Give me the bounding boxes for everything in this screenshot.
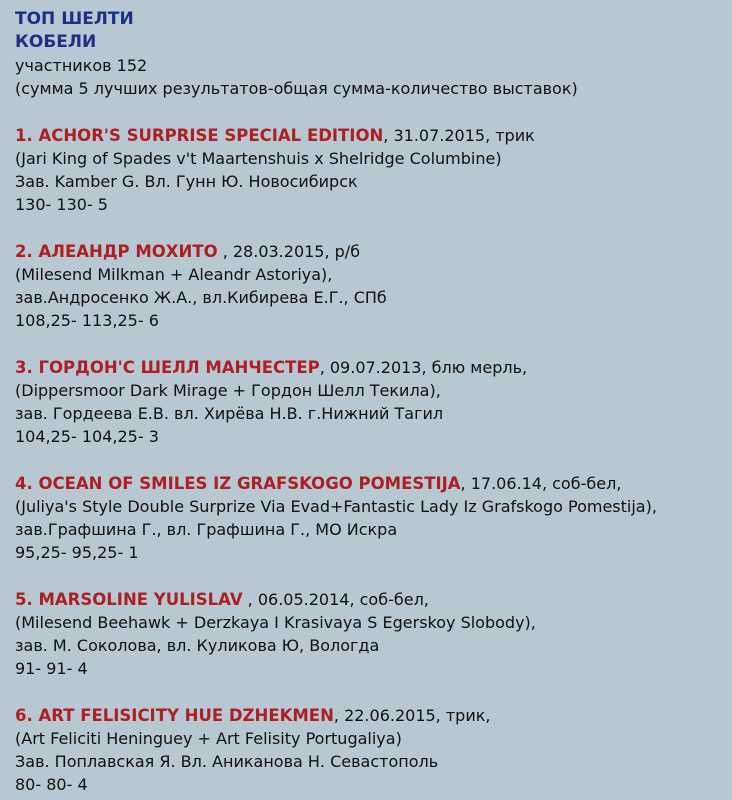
participants-count: участников 152 xyxy=(15,56,148,75)
entry-heading xyxy=(15,588,718,611)
entry-heading xyxy=(15,704,718,727)
pedigree: (Juliya's Style Double Surprize Via Evad+Fantastic Lady Iz Grafskogo Pomestija), xyxy=(15,497,657,516)
pedigree: (Milesend Milkman + Aleandr Astoriya), xyxy=(15,265,333,284)
score-line: 91- 91- 4 xyxy=(15,659,88,678)
dog-name: 2. АЛЕАНДР МОХИТО xyxy=(15,242,218,261)
pedigree: (Dippersmoor Dark Mirage + Гордон Шелл Текила), xyxy=(15,381,441,400)
pedigree: (Art Feliciti Heninguey + Art Felisity Portugaliya) xyxy=(15,729,402,748)
dog-name: 1. ACHOR'S SURPRISE SPECIAL EDITION xyxy=(15,126,384,145)
breeder-owner: зав.Графшина Г., вл. Графшина Г., МО Искра xyxy=(15,520,398,539)
score-line: 80- 80- 4 xyxy=(15,775,88,794)
breeder-owner: зав. Гордеева Е.В. вл. Хирёва Н.В. г.Нижний Тагил xyxy=(15,404,444,423)
score-line: 104,25- 104,25- 3 xyxy=(15,427,159,446)
ranking-entry xyxy=(15,240,718,332)
dog-details: , 28.03.2015, р/б xyxy=(217,242,361,261)
entry-heading xyxy=(15,240,718,263)
dog-name: 6. ART FELISICITY HUE DZHEKMEN xyxy=(15,706,334,725)
breeder-owner: Зав. Поплавская Я. Вл. Аниканова Н. Севастополь xyxy=(15,752,439,771)
dog-details: , 09.07.2013, блю мерль, xyxy=(319,358,528,377)
entry-heading xyxy=(15,124,718,147)
dog-name: 4. OCEAN OF SMILES IZ GRAFSKOGO POMESTIJA xyxy=(15,474,461,493)
scoring-note: (сумма 5 лучших результатов-общая сумма-количество выставок) xyxy=(15,79,578,98)
score-line: 95,25- 95,25- 1 xyxy=(15,543,139,562)
dog-name: 5. MARSOLINE YULISLAV xyxy=(15,590,243,609)
ranking-entry xyxy=(15,124,718,216)
ranking-entry xyxy=(15,472,718,564)
dog-details: , 17.06.14, соб-бел, xyxy=(460,474,622,493)
breeder-owner: зав.Андросенко Ж.А., вл.Кибирева Е.Г., СПб xyxy=(15,288,387,307)
breeder-owner: Зав. Kamber G. Вл. Гунн Ю. Новосибирск xyxy=(15,172,358,191)
score-line: 130- 130- 5 xyxy=(15,195,108,214)
page-subtitle: КОБЕЛИ xyxy=(15,32,97,52)
dog-details: , 22.06.2015, трик, xyxy=(333,706,491,725)
dog-name: 3. ГОРДОН'С ШЕЛЛ МАНЧЕСТЕР xyxy=(15,358,320,377)
ranking-entry xyxy=(15,704,718,796)
ranking-entry xyxy=(15,356,718,448)
score-line: 108,25- 113,25- 6 xyxy=(15,311,159,330)
entry-heading xyxy=(15,472,718,495)
entry-heading xyxy=(15,356,718,379)
dog-details: , 06.05.2014, соб-бел, xyxy=(242,590,429,609)
ranking-entry xyxy=(15,588,718,680)
dog-details: , 31.07.2015, трик xyxy=(383,126,535,145)
page-title: ТОП ШЕЛТИ xyxy=(15,9,134,29)
pedigree: (Milesend Beehawk + Derzkaya I Krasivaya S Egerskoy Slobody), xyxy=(15,613,536,632)
pedigree: (Jari King of Spades v't Maartenshuis x Shelridge Columbine) xyxy=(15,149,502,168)
breeder-owner: зав. М. Соколова, вл. Куликова Ю, Вологда xyxy=(15,636,380,655)
